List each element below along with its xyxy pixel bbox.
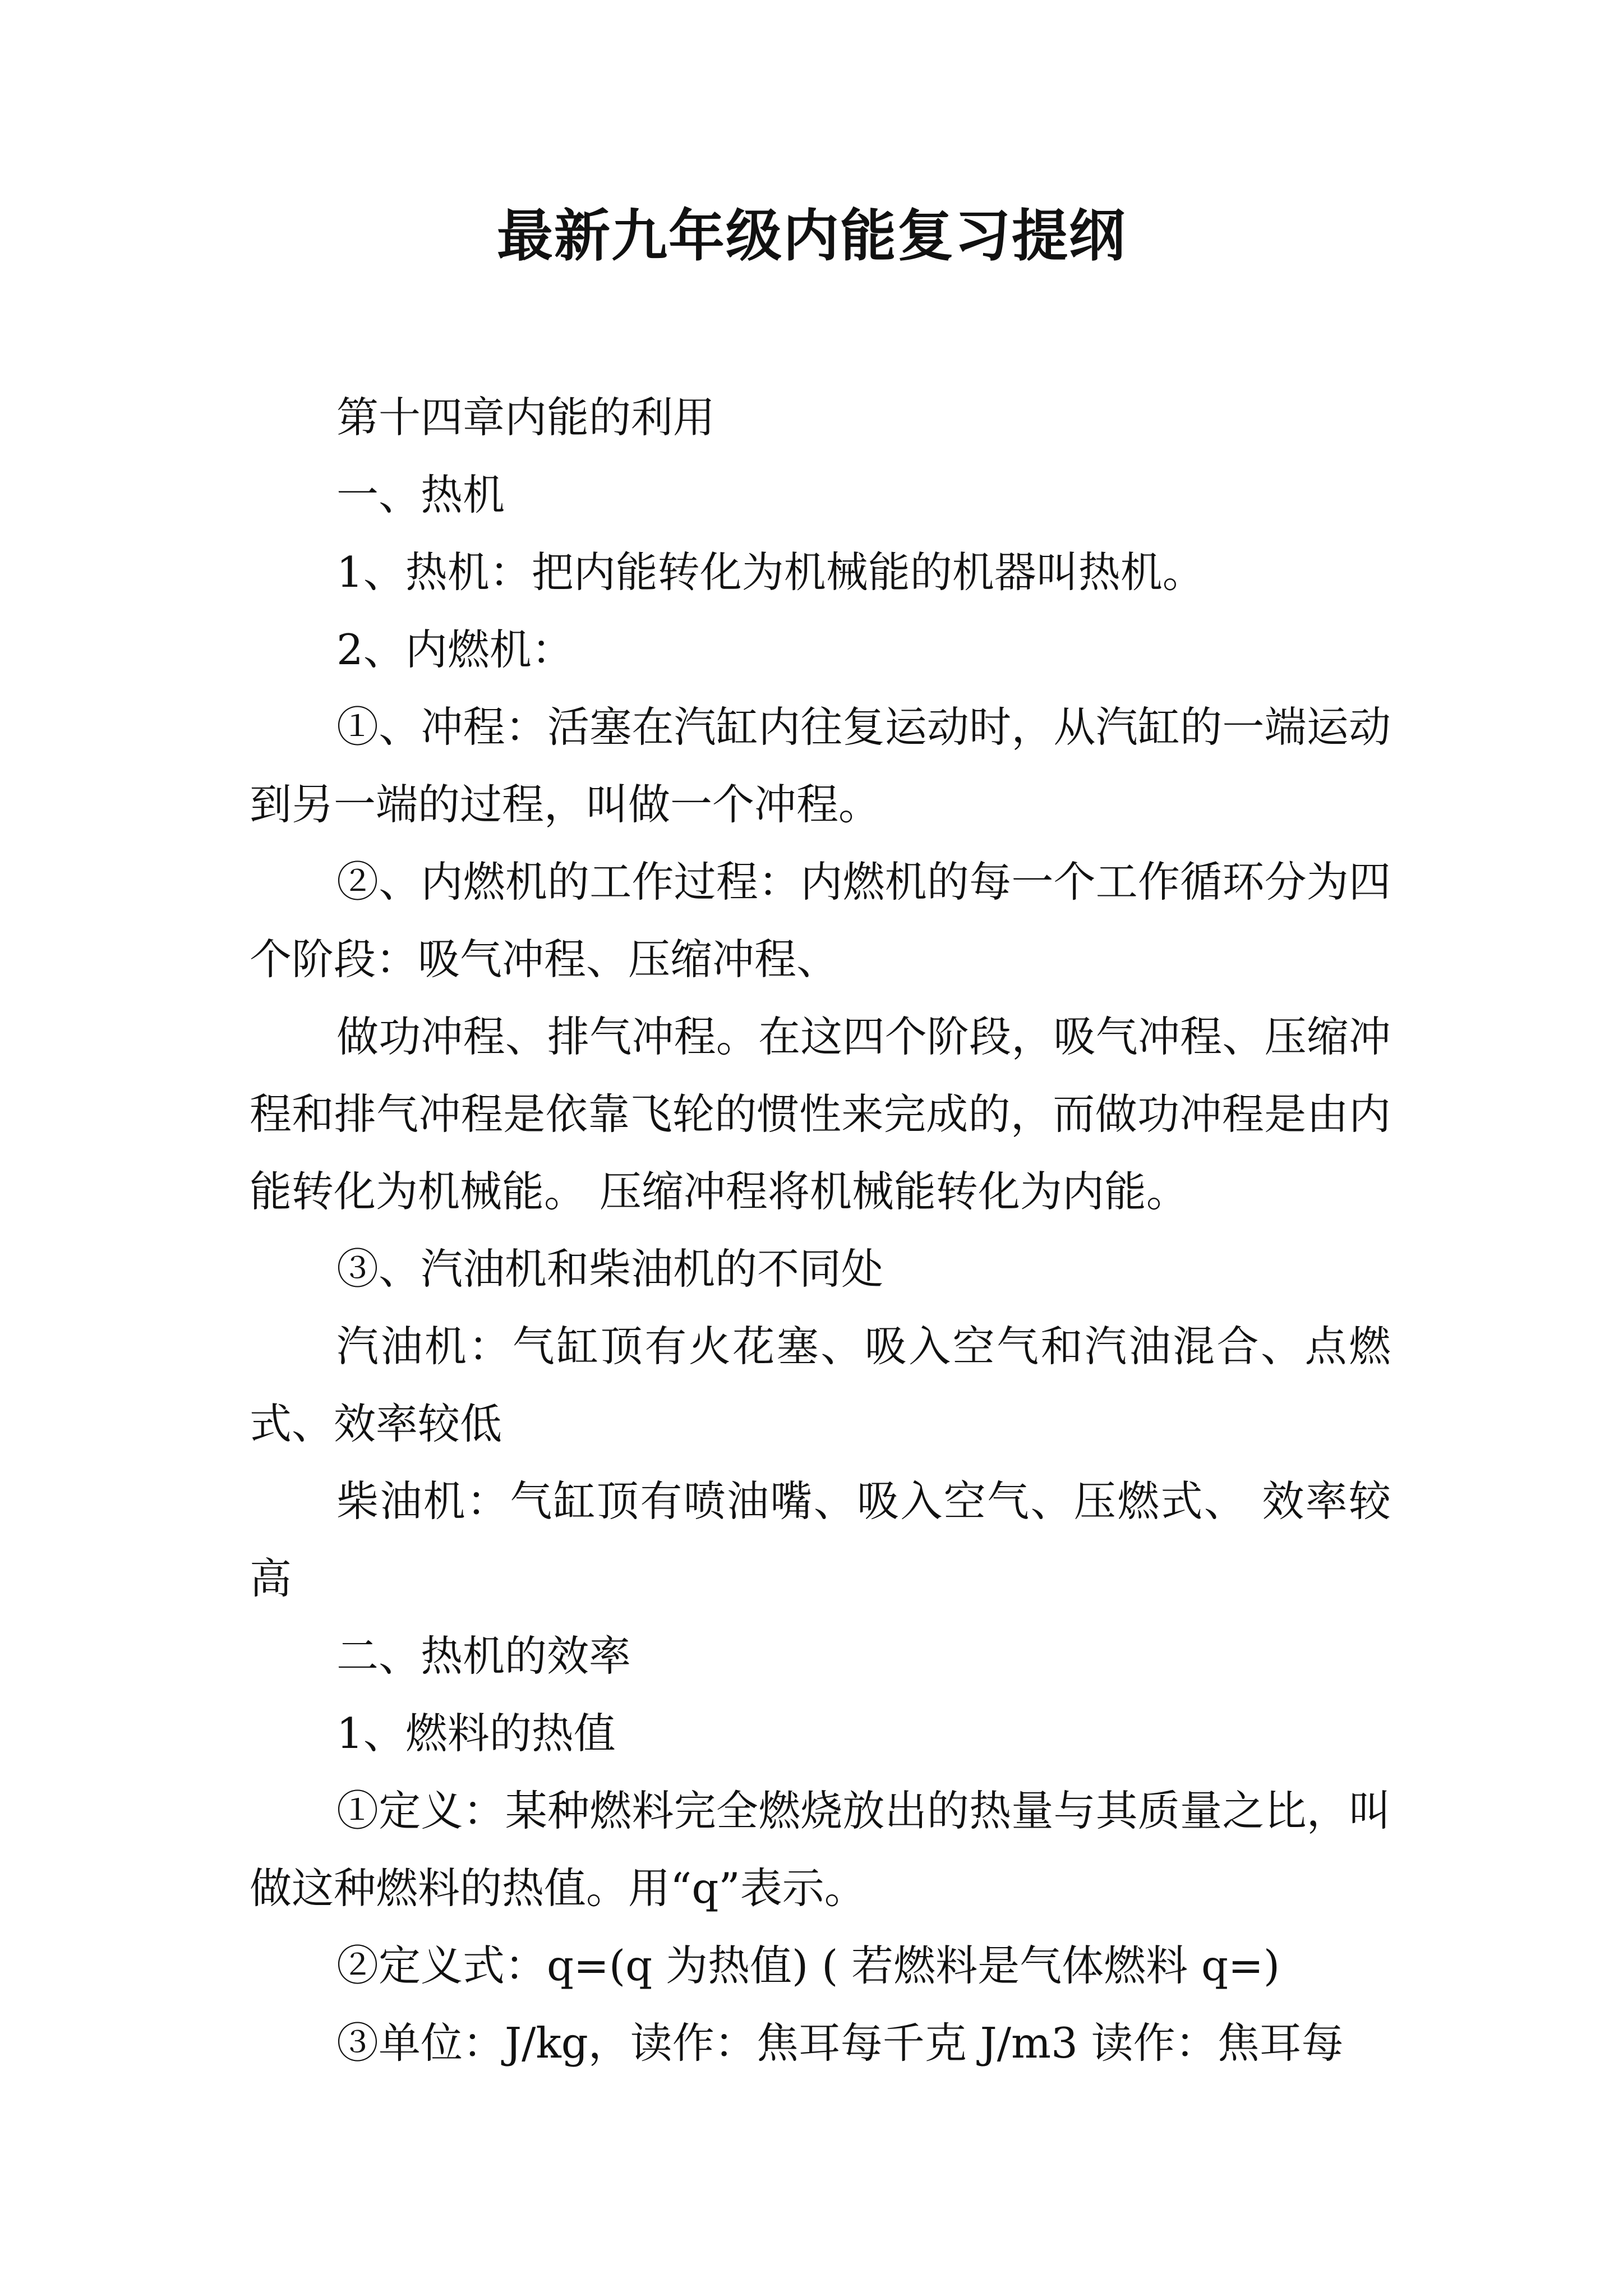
paragraph-working-process: ②、内燃机的工作过程：内燃机的每一个工作循环分为四个阶段：吸气冲程、压缩冲程、 [250, 857, 1391, 984]
paragraph-unit: ③单位：J/kg，读作：焦耳每千克 J/m3 读作：焦耳每 [336, 2018, 1344, 2068]
document-body [250, 379, 1391, 2082]
document-title: 最新九年级内能复习提纲 [497, 203, 1126, 269]
section-heading-efficiency: 二、热机的效率 [336, 1631, 631, 1681]
paragraph-four-strokes: 做功冲程、排气冲程。在这四个阶段，吸气冲程、压缩冲程和排气冲程是依靠飞轮的惯性来完成的，而做功冲程是由内能转化为机械能。 压缩冲程将机械能转化为内能。 [250, 1012, 1391, 1216]
paragraph-calorific-value: 1、燃料的热值 [336, 1709, 616, 1758]
paragraph-heat-engine-definition: 1、热机：把内能转化为机械能的机器叫热机。 [336, 547, 1205, 597]
paragraph-formula: ②定义式：q=(q 为热值) ( 若燃料是气体燃料 q=) [336, 1941, 1280, 1990]
paragraph-gasoline-engine: 汽油机：气缸顶有火花塞、吸入空气和汽油混合、点燃式、效率较低 [250, 1322, 1391, 1448]
section-heading-heat-engine: 一、热机 [336, 470, 505, 519]
paragraph-internal-combustion-engine: 2、内燃机： [336, 625, 574, 674]
chapter-heading: 第十四章内能的利用 [336, 393, 716, 442]
paragraph-definition: ①定义：某种燃料完全燃烧放出的热量与其质量之比，叫做这种燃料的热值。用“q”表示。 [250, 1786, 1391, 1913]
paragraph-stroke-definition: ①、冲程：活塞在汽缸内往复运动时，从汽缸的一端运动到另一端的过程，叫做一个冲程。 [250, 702, 1391, 829]
paragraph-diesel-engine: 柴油机：气缸顶有喷油嘴、吸入空气、压燃式、 效率较高 [250, 1476, 1391, 1603]
paragraph-differences: ③、汽油机和柴油机的不同处 [336, 1244, 884, 1294]
